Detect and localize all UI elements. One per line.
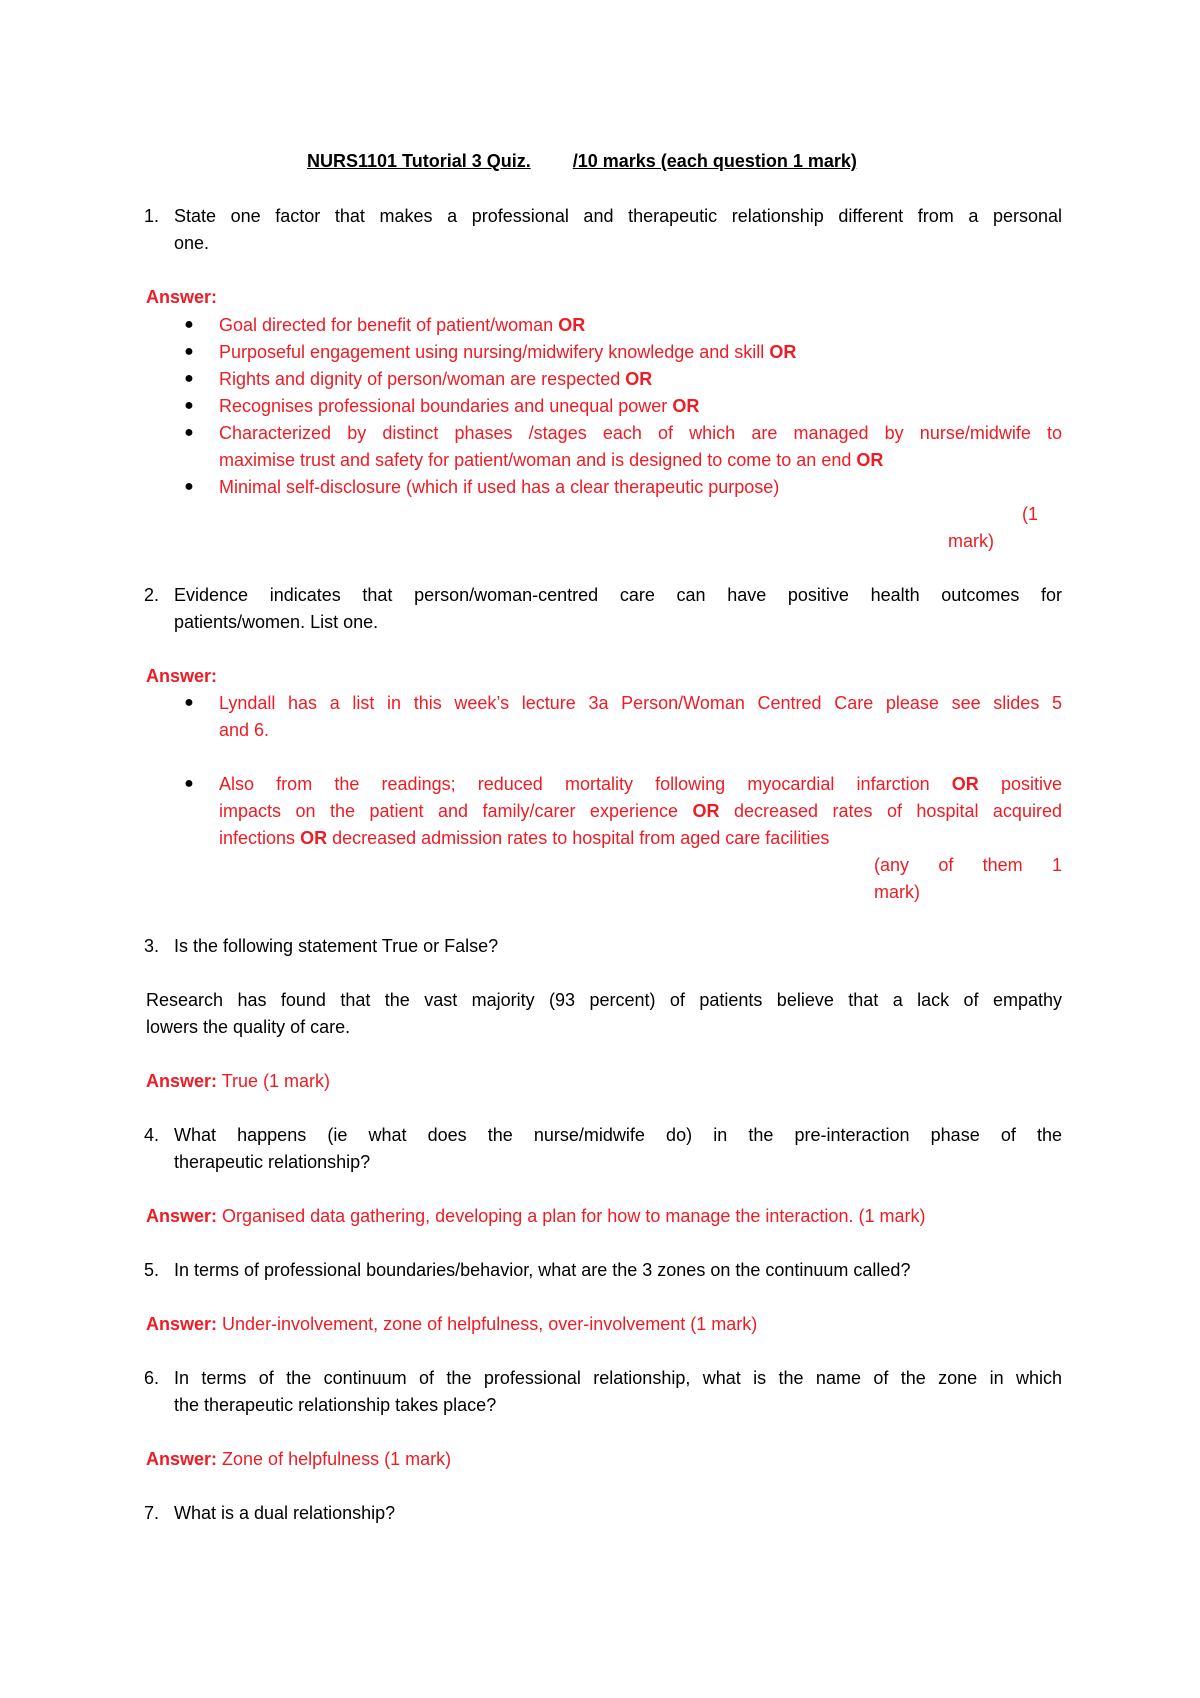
q7-text: What is a dual relationship? <box>174 1503 396 1523</box>
bullet-icon: ● <box>184 343 194 360</box>
q1-mark: mark) <box>948 531 994 551</box>
q1-answer-bullet: Rights and dignity of person/woman are respected OR <box>219 369 653 389</box>
q6-answer: Answer: Zone of helpfulness (1 mark) <box>146 1449 452 1469</box>
q1-answer-bullet: Goal directed for benefit of patient/woman OR <box>219 315 586 335</box>
q1-answer-label: Answer: <box>146 287 218 307</box>
q1-answer-bullet: Purposeful engagement using nursing/midwifery knowledge and skill OR <box>219 342 797 362</box>
q2-mark: mark) <box>874 882 920 902</box>
q4-answer: Answer: Organised data gathering, developing a plan for how to manage the interaction. (1 mark) <box>146 1206 926 1226</box>
bullet-icon: ● <box>184 478 194 495</box>
bullet-icon: ● <box>184 775 194 792</box>
q3-statement-line1: Research has found that the vast majority (93 percent) of patients believe that a lack of empathy <box>146 990 1062 1010</box>
q2-answer-bullet-cont: impacts on the patient and family/carer experience OR decreased rates of hospital acquired <box>219 801 1062 821</box>
q4-text-line1: What happens (ie what does the nurse/midwife do) in the pre-interaction phase of the <box>174 1125 1062 1145</box>
title-marks: /10 marks (each question 1 mark) <box>572 151 857 171</box>
q2-answer-bullet: Also from the readings; reduced mortality following myocardial infarction OR positive <box>219 774 1062 794</box>
q1-text-line2: one. <box>174 233 210 253</box>
q2-answer-bullet-cont: infections OR decreased admission rates to hospital from aged care facilities <box>219 828 830 848</box>
q3-statement-line2: lowers the quality of care. <box>146 1017 351 1037</box>
q4-number: 4. <box>144 1125 160 1145</box>
q1-answer-bullet: Minimal self-disclosure (which if used has a clear therapeutic purpose) <box>219 477 780 497</box>
q2-number: 2. <box>144 585 160 605</box>
q1-number: 1. <box>144 206 160 226</box>
q2-text-line1: Evidence indicates that person/woman-centred care can have positive health outcomes for <box>174 585 1062 605</box>
q6-text-line2: the therapeutic relationship takes place? <box>174 1395 497 1415</box>
q5-answer: Answer: Under-involvement, zone of helpfulness, over-involvement (1 mark) <box>146 1314 758 1334</box>
q2-answer-label: Answer: <box>146 666 218 686</box>
q3-answer: Answer: True (1 mark) <box>146 1071 331 1091</box>
title-course: NURS1101 Tutorial 3 Quiz. <box>307 151 531 171</box>
q2-text-line2: patients/women. List one. <box>174 612 379 632</box>
q5-number: 5. <box>144 1260 160 1280</box>
q6-text-line1: In terms of the continuum of the professional relationship, what is the name of the zone in which <box>174 1368 1062 1388</box>
q4-text-line2: therapeutic relationship? <box>174 1152 371 1172</box>
q3-number: 3. <box>144 936 160 956</box>
q2-answer-bullet: Lyndall has a list in this week’s lecture 3a Person/Woman Centred Care please see slides 5 <box>219 693 1062 713</box>
bullet-icon: ● <box>184 370 194 387</box>
q1-answer-bullet: Recognises professional boundaries and unequal power OR <box>219 396 700 416</box>
q3-text: Is the following statement True or False? <box>174 936 499 956</box>
q1-mark: (1 <box>1022 504 1039 524</box>
bullet-icon: ● <box>184 397 194 414</box>
q1-answer-bullet: Characterized by distinct phases /stages each of which are managed by nurse/midwife to <box>219 423 1062 443</box>
q1-text-line1: State one factor that makes a professional and therapeutic relationship different from a personal <box>174 206 1062 226</box>
q1-answer-bullet-cont: maximise trust and safety for patient/woman and is designed to come to an end OR <box>219 450 884 470</box>
bullet-icon: ● <box>184 316 194 333</box>
q2-answer-bullet-cont: and 6. <box>219 720 270 740</box>
q5-text: In terms of professional boundaries/behavior, what are the 3 zones on the continuum called? <box>174 1260 911 1280</box>
q7-number: 7. <box>144 1503 160 1523</box>
q2-mark: (any of them 1 <box>874 855 1062 875</box>
q6-number: 6. <box>144 1368 160 1388</box>
document-title <box>307 148 857 174</box>
bullet-icon: ● <box>184 694 194 711</box>
bullet-icon: ● <box>184 424 194 441</box>
